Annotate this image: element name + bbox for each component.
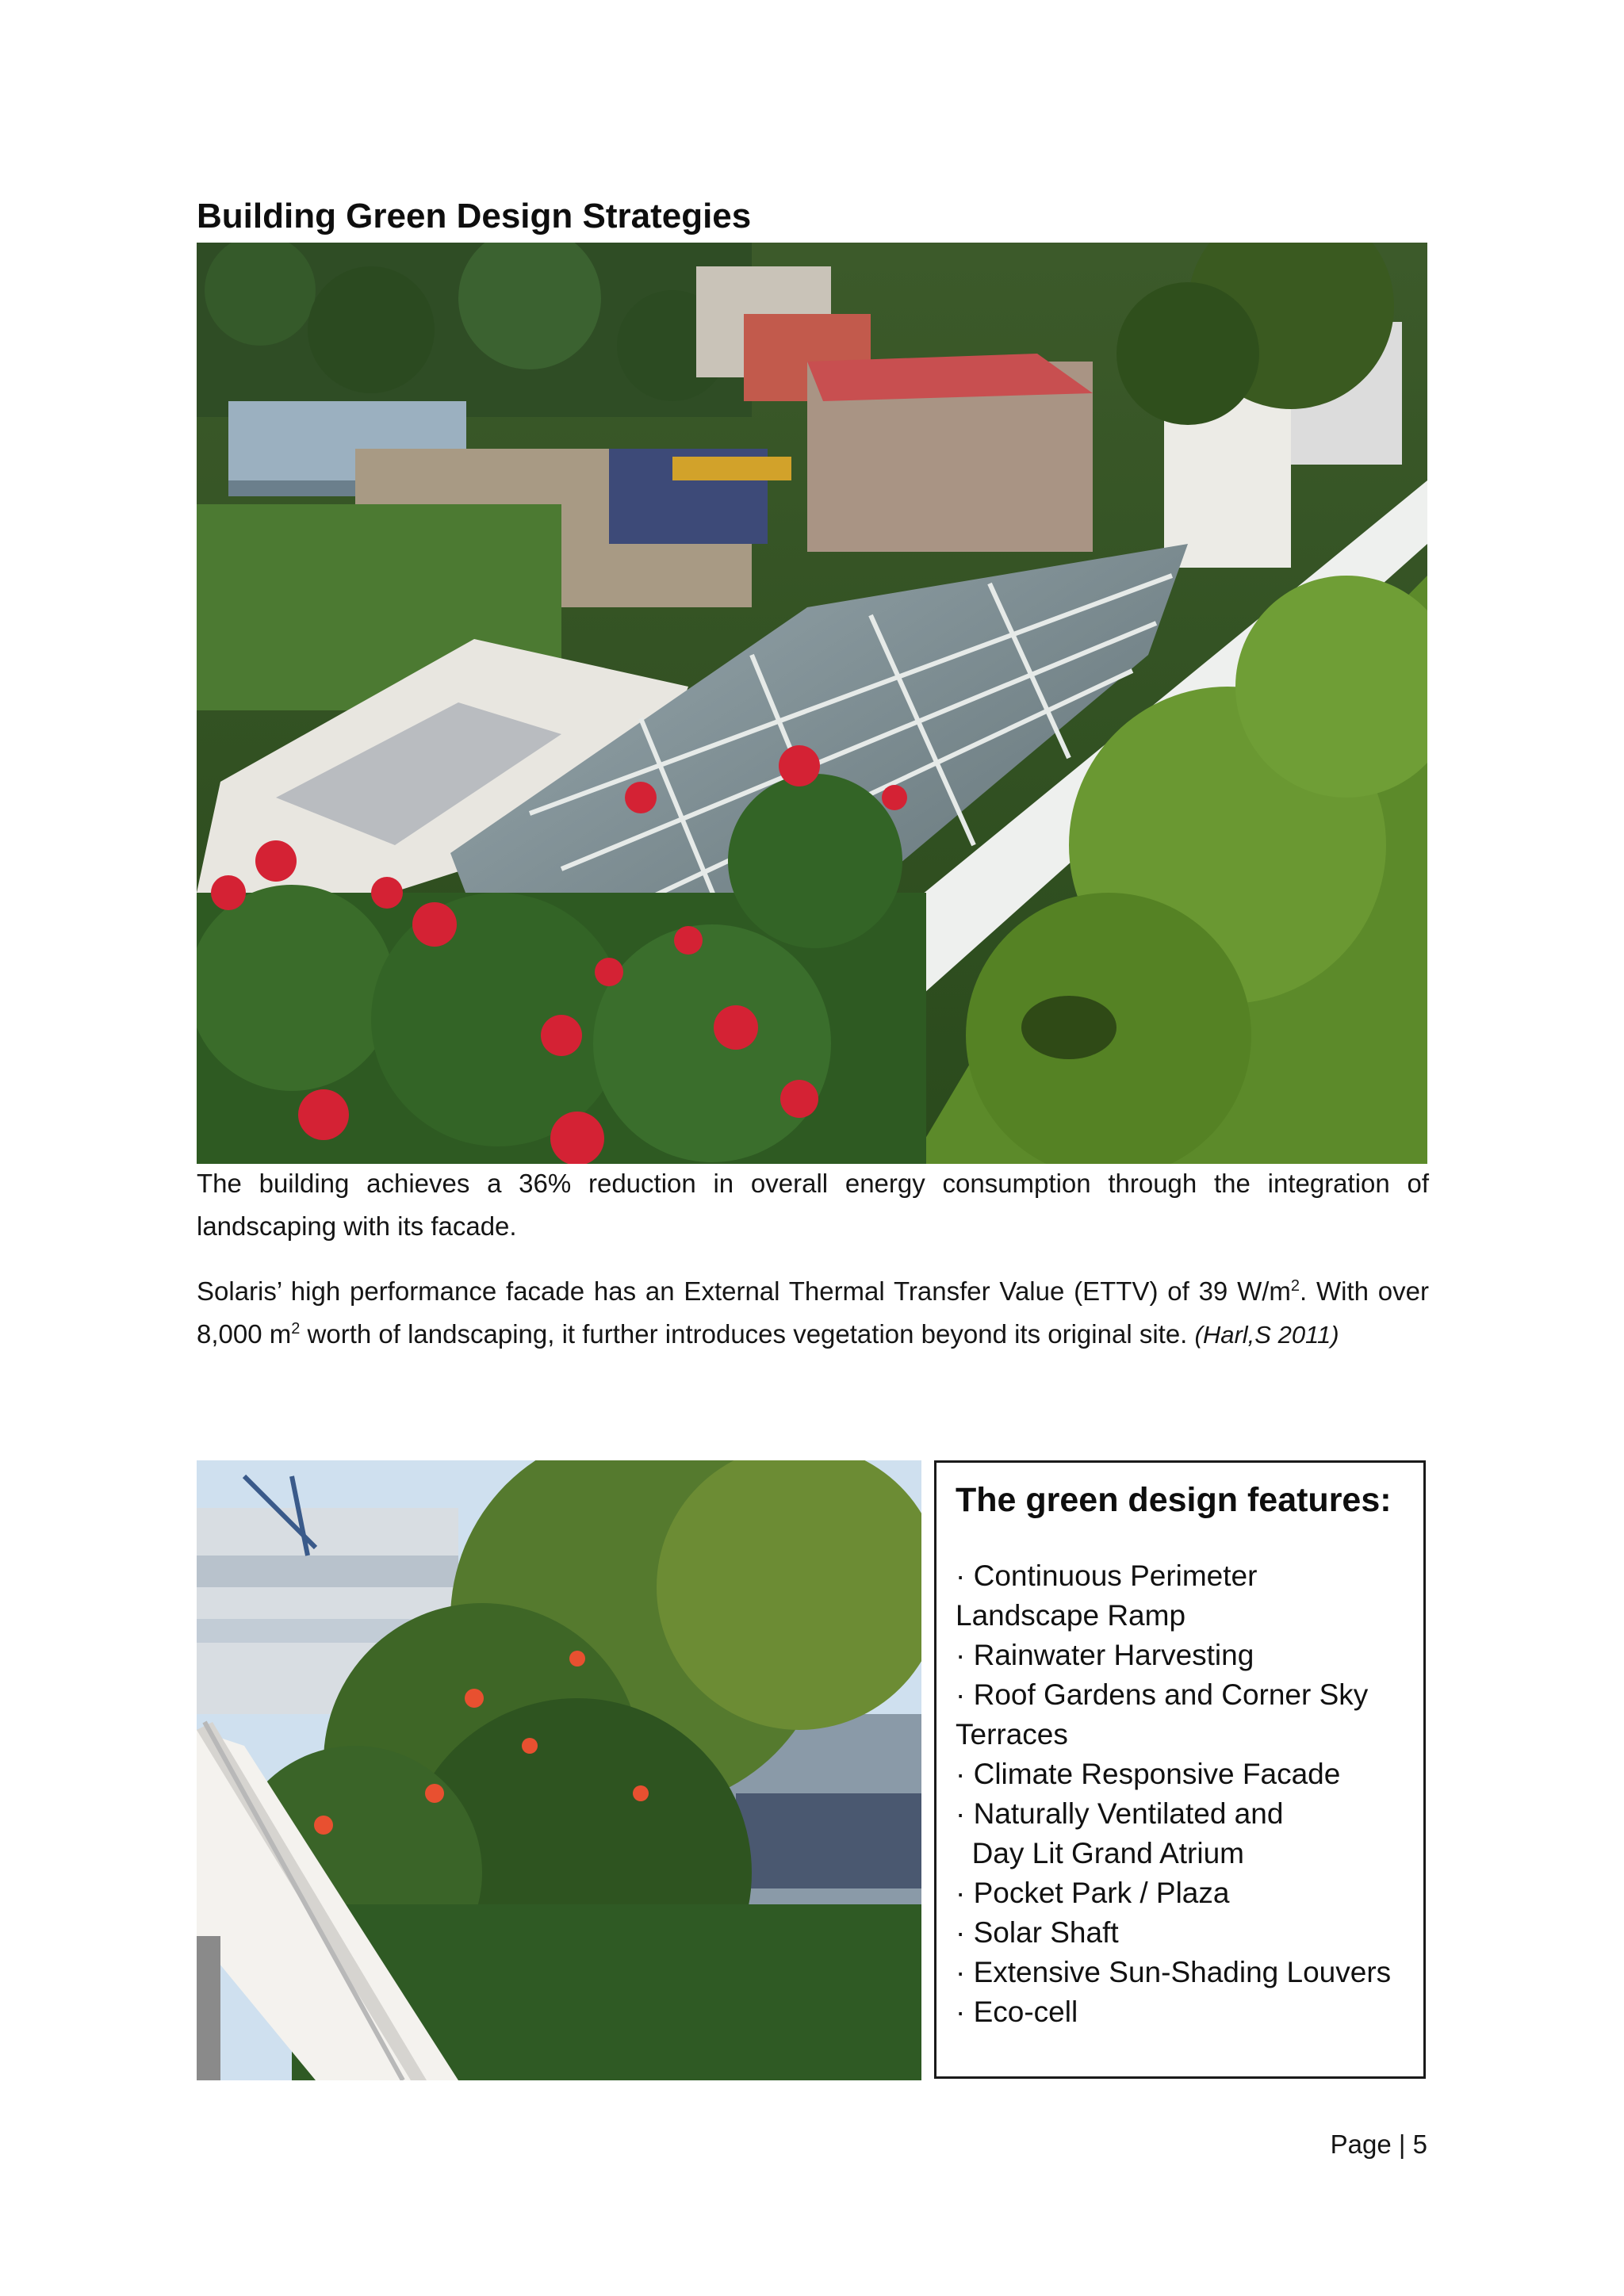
features-box bbox=[934, 1460, 1426, 2079]
terrace-planting-photo bbox=[197, 1460, 921, 2080]
citation: (Harl,S 2011) bbox=[1194, 1321, 1339, 1349]
superscript: 2 bbox=[291, 1320, 301, 1337]
facade-text-3: worth of landscaping, it further introduces vegetation beyond its original site. bbox=[300, 1319, 1195, 1349]
list-item: · Climate Responsive Facade bbox=[956, 1758, 1341, 1790]
list-item: · Extensive Sun-Shading Louvers bbox=[956, 1956, 1392, 1988]
facade-text-1: Solaris’ high performance facade has an External Thermal Transfer Value (ETTV) of 39 W/m bbox=[197, 1276, 1291, 1306]
facade-paragraph bbox=[197, 1270, 1429, 1357]
superscript: 2 bbox=[1290, 1277, 1300, 1295]
list-item: · Naturally Ventilated and Day Lit Grand Atrium bbox=[956, 1797, 1284, 1869]
list-item: · Rainwater Harvesting bbox=[956, 1639, 1254, 1671]
features-list bbox=[956, 1556, 1404, 2032]
page-title: Building Green Design Strategies bbox=[197, 197, 752, 235]
facade-text-2: . With over 8,000 m bbox=[197, 1276, 1430, 1349]
list-item: · Solar Shaft bbox=[956, 1916, 1119, 1949]
list-item: · Pocket Park / Plaza bbox=[956, 1877, 1230, 1909]
energy-paragraph: The building achieves a 36% reduction in overall energy consumption through the integration of landscaping with its facade. bbox=[197, 1169, 1429, 1241]
list-item: · Continuous Perimeter Landscape Ramp bbox=[956, 1559, 1266, 1632]
list-item: · Roof Gardens and Corner Sky Terraces bbox=[956, 1678, 1376, 1751]
features-heading: The green design features: bbox=[956, 1481, 1392, 1519]
page-number: Page | 5 bbox=[1330, 2130, 1427, 2159]
list-item: · Eco-cell bbox=[956, 1996, 1078, 2028]
rooftop-garden-photo bbox=[197, 243, 1427, 1164]
